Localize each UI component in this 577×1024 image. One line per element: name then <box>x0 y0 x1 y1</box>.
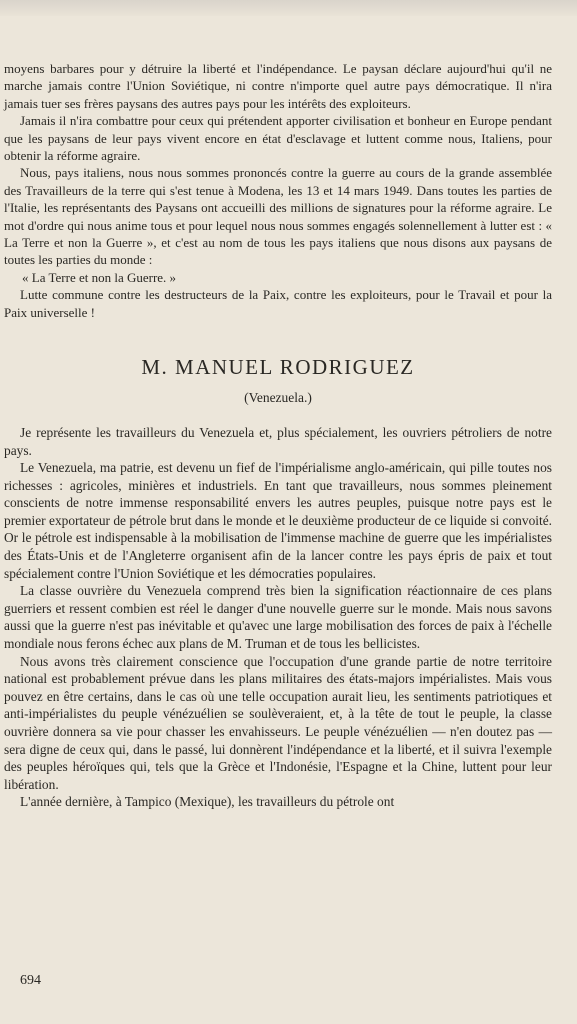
paragraph: Jamais il n'ira combattre pour ceux qui prétendent apporter civilisation et bonheur en Europe pendant que les paysans de leur pays vivent encore en état d'esclavage et luttent comme nous, Italiens, pour obtenir la réforme agraire. <box>4 113 552 164</box>
speaker-heading: M. MANUEL RODRIGUEZ <box>141 355 415 380</box>
quote-line: « La Terre et non la Guerre. » <box>22 269 177 285</box>
paragraph: Nous avons très clairement conscience que l'occupation d'une grande partie de notre territoire national est probablement prévue dans les plans militaires des états-majors impérialistes. Mais vous pouvez en être certains, dans le cas où une telle occupation aurait lieu, les sentiments patriotiques et anti-impérialistes du peuple vénézuélien se soulèveraient, et, à la tête de tout le peuple, la classe ouvrière donnera sa vie pour chasser les envahisseurs. Le peuple vénézuélien — n'en doutez pas — sera digne de ceux qui, dans le passé, lui donnèrent l'indépendance et la liberté, et il suivra l'exemple des peuples héroïques qui, tels que la Grèce et l'Indonésie, l'Espagne et la Chine, luttent pour leur libération. <box>4 653 552 792</box>
paragraph: Le Venezuela, ma patrie, est devenu un fief de l'impérialisme anglo-américain, qui pille toutes nos richesses : agricoles, minières et industriels. En tant que travailleurs, nous sommes pleinement conscients de notre immense responsabilité envers les autres peuples, puisque notre pays est le premier exportateur de pétrole brut dans le monde et le deuxième producteur de ce liquide si convoité. Or le pétrole est indispensable à la mobilisation de l'immense machine de guerre que les impérialistes des États-Unis et de l'Angleterre organisent afin de la lancer contre les pays épris de paix et tout spécialement contre l'Union Soviétique et les démocraties populaires. <box>4 460 552 581</box>
page-top-edge <box>0 0 577 16</box>
speech-body <box>4 424 552 811</box>
paragraph: Lutte commune contre les destructeurs de la Paix, contre les exploiteurs, pour le Travail et pour la Paix universelle ! <box>4 287 552 320</box>
paragraph: Nous, pays italiens, nous nous sommes prononcés contre la guerre au cours de la grande assemblée des Travailleurs de la terre qui s'est tenue à Modena, les 13 et 14 mars 1949. Dans toutes les parties de l'Italie, les représentants des Paysans ont accueilli des millions de signatures pour la réforme agraire. Le mot d'ordre qui nous anime tous et pour lequel nous nous sommes engagés solennellement à lutter est : « La Terre et non la Guerre », et c'est au nom de tous les pays italiens que nous disons aux paysans de toutes les parties du monde : <box>4 165 552 268</box>
page-number: 694 <box>20 973 41 988</box>
paragraph: La classe ouvrière du Venezuela comprend très bien la signification réactionnaire de ces plans guerriers et ressent combien est réel le danger d'une nouvelle guerre sur le monde. Mais nous savons aussi que la guerre n'est pas inévitable et qu'avec une large mobilisation des forces de paix à l'échelle mondiale nous ferons échec aux plans de M. Truman et de tous les bellicistes. <box>4 583 552 652</box>
paragraph: moyens barbares pour y détruire la liberté et l'indépendance. Le paysan déclare aujourd'hui qu'il ne marche jamais contre l'Union Soviétique, ni contre n'importe quel autre pays démocratique. Il n'ira jamais tuer ses frères paysans des autres pays pour les intérêts des exploiteurs. <box>4 61 552 111</box>
page-text <box>4 60 552 811</box>
paragraph: L'année dernière, à Tampico (Mexique), les travailleurs du pétrole ont <box>20 794 395 810</box>
paragraph: Je représente les travailleurs du Venezuela et, plus spécialement, les ouvriers pétroliers de notre pays. <box>4 424 552 458</box>
speaker-country: (Venezuela.) <box>244 389 312 405</box>
